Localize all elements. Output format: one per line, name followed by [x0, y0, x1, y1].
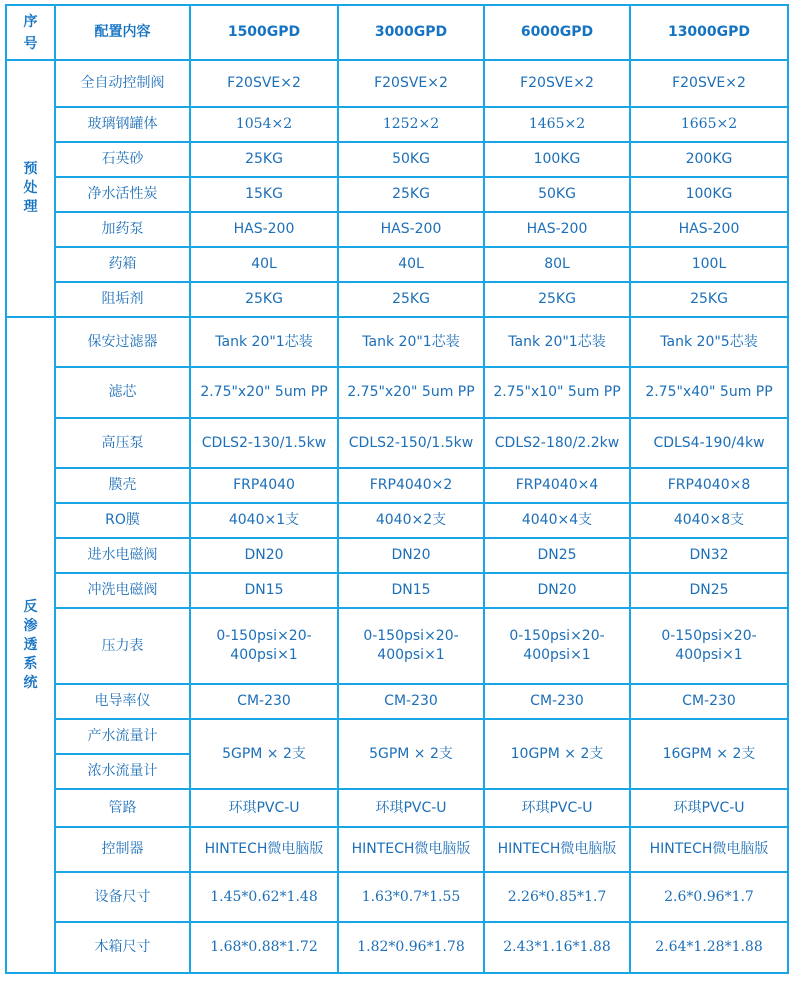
spec-value: CDLS2-180/2.2kw [484, 418, 630, 468]
spec-value: 5GPM × 2支 [190, 719, 338, 789]
table-row [6, 282, 788, 317]
spec-value: CDLS2-150/1.5kw [338, 418, 484, 468]
table-row [6, 719, 788, 754]
spec-value: 1.68*0.88*1.72 [190, 922, 338, 973]
table-row [6, 317, 788, 367]
row-label: 电导率仪 [55, 684, 190, 719]
spec-table [5, 4, 789, 974]
spec-value: CDLS2-130/1.5kw [190, 418, 338, 468]
spec-value: 40L [338, 247, 484, 282]
spec-value: HAS-200 [338, 212, 484, 247]
section-ro-system: 反 渗 透 系 统 [6, 317, 55, 973]
spec-value: HINTECH微电脑版 [484, 827, 630, 872]
spec-value: 1.45*0.62*1.48 [190, 872, 338, 922]
spec-value: 40L [190, 247, 338, 282]
spec-value: FRP4040×4 [484, 468, 630, 503]
spec-value: 100KG [484, 142, 630, 177]
spec-value: 4040×8支 [630, 503, 788, 538]
spec-value: CM-230 [484, 684, 630, 719]
spec-value: HINTECH微电脑版 [338, 827, 484, 872]
spec-value: 10GPM × 2支 [484, 719, 630, 789]
spec-value: DN20 [484, 573, 630, 608]
spec-value: HINTECH微电脑版 [630, 827, 788, 872]
spec-value: 0-150psi×20-400psi×1 [338, 608, 484, 684]
table-row [6, 107, 788, 142]
table-row [6, 212, 788, 247]
spec-value: 25KG [630, 282, 788, 317]
spec-value: 环琪PVC-U [190, 789, 338, 827]
spec-value: 2.6*0.96*1.7 [630, 872, 788, 922]
row-label: 进水电磁阀 [55, 538, 190, 573]
spec-value: 16GPM × 2支 [630, 719, 788, 789]
spec-value: 0-150psi×20-400psi×1 [630, 608, 788, 684]
spec-value: 100KG [630, 177, 788, 212]
spec-value: 25KG [190, 142, 338, 177]
spec-value: FRP4040 [190, 468, 338, 503]
spec-value: CM-230 [630, 684, 788, 719]
row-label: 保安过滤器 [55, 317, 190, 367]
row-label: 高压泵 [55, 418, 190, 468]
spec-value: HAS-200 [190, 212, 338, 247]
model-header: 1500GPD [190, 5, 338, 60]
spec-value: 2.64*1.28*1.88 [630, 922, 788, 973]
table-row [6, 142, 788, 177]
spec-value: 2.75"x20" 5um PP [190, 367, 338, 418]
spec-value: F20SVE×2 [630, 60, 788, 107]
model-header: 3000GPD [338, 5, 484, 60]
row-label: 设备尺寸 [55, 872, 190, 922]
row-label: 玻璃钢罐体 [55, 107, 190, 142]
row-label: 石英砂 [55, 142, 190, 177]
row-label: 冲洗电磁阀 [55, 573, 190, 608]
model-header: 13000GPD [630, 5, 788, 60]
spec-value: 2.75"x20" 5um PP [338, 367, 484, 418]
spec-value: 0-150psi×20-400psi×1 [484, 608, 630, 684]
spec-value: Tank 20"1芯装 [484, 317, 630, 367]
spec-value: 50KG [338, 142, 484, 177]
spec-value: 1465×2 [484, 107, 630, 142]
spec-value: 环琪PVC-U [338, 789, 484, 827]
table-row [6, 503, 788, 538]
spec-value: 0-150psi×20-400psi×1 [190, 608, 338, 684]
config-header: 配置内容 [55, 5, 190, 60]
spec-value: F20SVE×2 [484, 60, 630, 107]
spec-value: DN15 [338, 573, 484, 608]
spec-value: 50KG [484, 177, 630, 212]
spec-value: HAS-200 [630, 212, 788, 247]
table-row [6, 684, 788, 719]
spec-value: 4040×1支 [190, 503, 338, 538]
spec-value: Tank 20"5芯装 [630, 317, 788, 367]
row-label: RO膜 [55, 503, 190, 538]
table-row [6, 247, 788, 282]
row-label: 净水活性炭 [55, 177, 190, 212]
row-label: 木箱尺寸 [55, 922, 190, 973]
spec-value: DN32 [630, 538, 788, 573]
row-label: 压力表 [55, 608, 190, 684]
row-label: 管路 [55, 789, 190, 827]
table-row [6, 468, 788, 503]
spec-value: 80L [484, 247, 630, 282]
table-row [6, 177, 788, 212]
table-row [6, 872, 788, 922]
row-label: 加药泵 [55, 212, 190, 247]
spec-value: HINTECH微电脑版 [190, 827, 338, 872]
spec-value: FRP4040×8 [630, 468, 788, 503]
seq-header: 序 号 [6, 5, 55, 60]
spec-value: CM-230 [190, 684, 338, 719]
header-row [6, 5, 788, 60]
spec-value: DN25 [484, 538, 630, 573]
spec-value: 25KG [338, 177, 484, 212]
spec-value: CM-230 [338, 684, 484, 719]
section-pretreatment: 预 处 理 [6, 60, 55, 317]
row-label: 全自动控制阀 [55, 60, 190, 107]
spec-value: 环琪PVC-U [630, 789, 788, 827]
spec-value: F20SVE×2 [338, 60, 484, 107]
spec-value: 1665×2 [630, 107, 788, 142]
spec-value: 25KG [190, 282, 338, 317]
model-header: 6000GPD [484, 5, 630, 60]
table-row [6, 367, 788, 418]
table-row [6, 538, 788, 573]
spec-value: 环琪PVC-U [484, 789, 630, 827]
spec-value: 1.82*0.96*1.78 [338, 922, 484, 973]
spec-value: 25KG [484, 282, 630, 317]
row-label: 滤芯 [55, 367, 190, 418]
table-row [6, 60, 788, 107]
spec-value: 1.63*0.7*1.55 [338, 872, 484, 922]
spec-value: DN20 [190, 538, 338, 573]
spec-value: F20SVE×2 [190, 60, 338, 107]
spec-value: 100L [630, 247, 788, 282]
spec-value: 15KG [190, 177, 338, 212]
spec-value: 4040×4支 [484, 503, 630, 538]
spec-value: 2.75"x10" 5um PP [484, 367, 630, 418]
table-row [6, 922, 788, 973]
row-label: 控制器 [55, 827, 190, 872]
spec-value: 200KG [630, 142, 788, 177]
spec-value: 2.75"x40" 5um PP [630, 367, 788, 418]
spec-value: FRP4040×2 [338, 468, 484, 503]
spec-value: Tank 20"1芯装 [190, 317, 338, 367]
row-label: 浓水流量计 [55, 754, 190, 789]
spec-value: HAS-200 [484, 212, 630, 247]
row-label: 阻垢剂 [55, 282, 190, 317]
spec-value: 1054×2 [190, 107, 338, 142]
spec-value: DN25 [630, 573, 788, 608]
table-row [6, 827, 788, 872]
spec-value: 4040×2支 [338, 503, 484, 538]
table-row [6, 573, 788, 608]
spec-value: CDLS4-190/4kw [630, 418, 788, 468]
table-row [6, 418, 788, 468]
table-row [6, 789, 788, 827]
row-label: 药箱 [55, 247, 190, 282]
spec-value: 2.43*1.16*1.88 [484, 922, 630, 973]
table-row [6, 608, 788, 684]
spec-value: 25KG [338, 282, 484, 317]
spec-value: Tank 20"1芯装 [338, 317, 484, 367]
spec-value: 1252×2 [338, 107, 484, 142]
spec-value: DN15 [190, 573, 338, 608]
spec-value: DN20 [338, 538, 484, 573]
spec-value: 2.26*0.85*1.7 [484, 872, 630, 922]
row-label: 膜壳 [55, 468, 190, 503]
spec-value: 5GPM × 2支 [338, 719, 484, 789]
row-label: 产水流量计 [55, 719, 190, 754]
